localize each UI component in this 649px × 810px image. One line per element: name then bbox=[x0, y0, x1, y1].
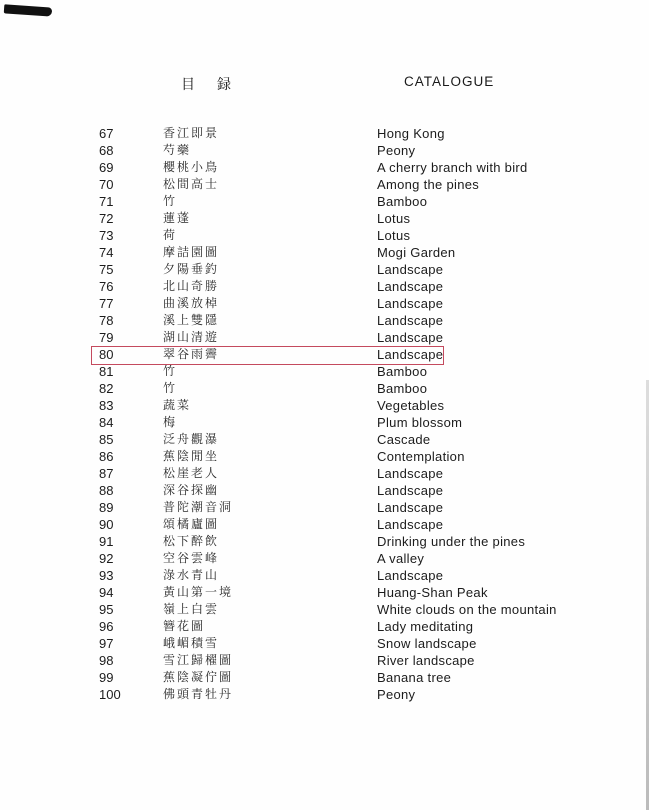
entry-english-title: Vegetables bbox=[377, 398, 445, 413]
entry-number: 94 bbox=[99, 585, 114, 600]
entry-english-title: Landscape bbox=[377, 262, 444, 277]
catalogue-entry bbox=[0, 295, 649, 312]
entry-english-title: Snow landscape bbox=[377, 636, 477, 651]
catalogue-entry bbox=[0, 261, 649, 278]
entry-chinese-title: 蔬菜 bbox=[163, 398, 192, 412]
entry-english-title: Among the pines bbox=[377, 177, 480, 192]
entry-number: 73 bbox=[99, 228, 114, 243]
catalogue-list bbox=[0, 125, 649, 703]
entry-number: 83 bbox=[99, 398, 114, 413]
entry-chinese-title: 梅 bbox=[163, 415, 178, 429]
entry-number: 70 bbox=[99, 177, 114, 192]
entry-english-title: Contemplation bbox=[377, 449, 465, 464]
entry-chinese-title: 蕉陰閒坐 bbox=[163, 449, 220, 463]
entry-number: 69 bbox=[99, 160, 114, 175]
catalogue-entry bbox=[0, 414, 649, 431]
entry-english-title: Banana tree bbox=[377, 670, 452, 685]
entry-english-title: A cherry branch with bird bbox=[377, 160, 528, 175]
catalogue-entry bbox=[0, 142, 649, 159]
catalogue-entry bbox=[0, 669, 649, 686]
entry-chinese-title: 蕉陰凝佇圖 bbox=[163, 670, 234, 684]
entry-english-title: Bamboo bbox=[377, 194, 428, 209]
entry-number: 75 bbox=[99, 262, 114, 277]
entry-chinese-title: 竹 bbox=[163, 194, 178, 208]
entry-english-title: Landscape bbox=[377, 517, 444, 532]
entry-number: 81 bbox=[99, 364, 114, 379]
entry-number: 98 bbox=[99, 653, 114, 668]
cjk-heading: 目録 bbox=[181, 77, 253, 93]
entry-chinese-title: 竹 bbox=[163, 381, 178, 395]
catalogue-entry bbox=[0, 312, 649, 329]
catalogue-entry bbox=[0, 363, 649, 380]
entry-number: 88 bbox=[99, 483, 114, 498]
entry-number: 77 bbox=[99, 296, 114, 311]
entry-chinese-title: 湖山清遊 bbox=[163, 330, 220, 344]
entry-english-title: Drinking under the pines bbox=[377, 534, 526, 549]
entry-number: 86 bbox=[99, 449, 114, 464]
entry-number: 80 bbox=[99, 347, 114, 362]
entry-chinese-title: 蓮蓬 bbox=[163, 211, 192, 225]
entry-number: 100 bbox=[99, 687, 121, 702]
catalogue-entry bbox=[0, 193, 649, 210]
catalogue-entry bbox=[0, 159, 649, 176]
entry-english-title: Peony bbox=[377, 687, 416, 702]
catalogue-entry bbox=[0, 635, 649, 652]
entry-chinese-title: 松下醉飲 bbox=[163, 534, 220, 548]
entry-english-title: Lotus bbox=[377, 228, 411, 243]
catalogue-entry bbox=[0, 397, 649, 414]
entry-number: 78 bbox=[99, 313, 114, 328]
entry-english-title: Landscape bbox=[377, 313, 444, 328]
entry-english-title: A valley bbox=[377, 551, 425, 566]
entry-chinese-title: 黃山第一境 bbox=[163, 585, 234, 599]
catalogue-entry bbox=[0, 482, 649, 499]
catalogue-entry bbox=[0, 227, 649, 244]
entry-chinese-title: 淥水青山 bbox=[163, 568, 220, 582]
entry-number: 84 bbox=[99, 415, 114, 430]
catalogue-entry bbox=[0, 431, 649, 448]
entry-number: 67 bbox=[99, 126, 114, 141]
catalogue-entry bbox=[0, 584, 649, 601]
entry-chinese-title: 峨嵋積雪 bbox=[163, 636, 220, 650]
entry-number: 82 bbox=[99, 381, 114, 396]
entry-number: 92 bbox=[99, 551, 114, 566]
entry-chinese-title: 泛舟觀瀑 bbox=[163, 432, 220, 446]
entry-number: 95 bbox=[99, 602, 114, 617]
catalogue-entry bbox=[0, 244, 649, 261]
entry-chinese-title: 翠谷雨霽 bbox=[163, 347, 220, 361]
catalogue-heading: CATALOGUE bbox=[404, 74, 495, 89]
entry-english-title: Landscape bbox=[377, 500, 444, 515]
entry-chinese-title: 櫻桃小鳥 bbox=[163, 160, 220, 174]
entry-chinese-title: 普陀潮音洞 bbox=[163, 500, 234, 514]
entry-english-title: Huang-Shan Peak bbox=[377, 585, 488, 600]
entry-number: 71 bbox=[99, 194, 114, 209]
entry-number: 76 bbox=[99, 279, 114, 294]
entry-number: 96 bbox=[99, 619, 114, 634]
entry-number: 74 bbox=[99, 245, 114, 260]
entry-english-title: River landscape bbox=[377, 653, 475, 668]
entry-english-title: Hong Kong bbox=[377, 126, 445, 141]
catalogue-entry bbox=[0, 533, 649, 550]
entry-chinese-title: 雪江歸櫂圖 bbox=[163, 653, 234, 667]
entry-chinese-title: 佛頭青牡丹 bbox=[163, 687, 234, 701]
entry-chinese-title: 嶺上白雲 bbox=[163, 602, 220, 616]
entry-english-title: Cascade bbox=[377, 432, 431, 447]
entry-chinese-title: 溪上雙隱 bbox=[163, 313, 220, 327]
entry-english-title: Mogi Garden bbox=[377, 245, 456, 260]
entry-english-title: Landscape bbox=[377, 330, 444, 345]
entry-number: 87 bbox=[99, 466, 114, 481]
entry-number: 90 bbox=[99, 517, 114, 532]
entry-chinese-title: 摩詰園圖 bbox=[163, 245, 220, 259]
catalogue-entry bbox=[0, 448, 649, 465]
entry-chinese-title: 夕陽垂釣 bbox=[163, 262, 220, 276]
entry-chinese-title: 深谷探幽 bbox=[163, 483, 220, 497]
entry-english-title: Lady meditating bbox=[377, 619, 474, 634]
entry-chinese-title: 荷 bbox=[163, 228, 178, 242]
entry-chinese-title: 香江即景 bbox=[163, 126, 220, 140]
entry-number: 99 bbox=[99, 670, 114, 685]
entry-number: 85 bbox=[99, 432, 114, 447]
entry-english-title: Landscape bbox=[377, 568, 444, 583]
scan-corner-mark bbox=[4, 4, 53, 16]
entry-english-title: Lotus bbox=[377, 211, 411, 226]
entry-chinese-title: 竹 bbox=[163, 364, 178, 378]
catalogue-entry bbox=[0, 686, 649, 703]
entry-english-title: Plum blossom bbox=[377, 415, 463, 430]
entry-number: 97 bbox=[99, 636, 114, 651]
entry-english-title: White clouds on the mountain bbox=[377, 602, 557, 617]
catalogue-entry bbox=[0, 550, 649, 567]
catalogue-entry bbox=[0, 380, 649, 397]
catalogue-entry bbox=[0, 125, 649, 142]
entry-chinese-title: 頌橘廬圖 bbox=[163, 517, 220, 531]
highlight-box bbox=[91, 346, 444, 365]
entry-chinese-title: 曲溪放棹 bbox=[163, 296, 220, 310]
catalogue-entry bbox=[0, 499, 649, 516]
entry-chinese-title: 簪花圖 bbox=[163, 619, 206, 633]
entry-number: 79 bbox=[99, 330, 114, 345]
entry-number: 72 bbox=[99, 211, 114, 226]
entry-number: 93 bbox=[99, 568, 114, 583]
entry-chinese-title: 芍藥 bbox=[163, 143, 192, 157]
catalogue-entry bbox=[0, 176, 649, 193]
catalogue-entry bbox=[0, 329, 649, 346]
catalogue-entry bbox=[0, 652, 649, 669]
catalogue-entry bbox=[0, 210, 649, 227]
entry-chinese-title: 松間高士 bbox=[163, 177, 220, 191]
entry-english-title: Landscape bbox=[377, 347, 444, 362]
catalogue-entry bbox=[0, 516, 649, 533]
entry-english-title: Landscape bbox=[377, 279, 444, 294]
entry-chinese-title: 空谷雲峰 bbox=[163, 551, 220, 565]
catalogue-entry bbox=[0, 278, 649, 295]
entry-chinese-title: 松崖老人 bbox=[163, 466, 220, 480]
entry-chinese-title: 北山奇勝 bbox=[163, 279, 220, 293]
catalogue-entry bbox=[0, 465, 649, 482]
entry-number: 89 bbox=[99, 500, 114, 515]
entry-english-title: Landscape bbox=[377, 483, 444, 498]
entry-number: 91 bbox=[99, 534, 114, 549]
entry-english-title: Landscape bbox=[377, 466, 444, 481]
catalogue-entry bbox=[0, 567, 649, 584]
entry-number: 68 bbox=[99, 143, 114, 158]
catalogue-entry bbox=[0, 618, 649, 635]
entry-english-title: Bamboo bbox=[377, 364, 428, 379]
catalogue-entry bbox=[0, 601, 649, 618]
entry-english-title: Landscape bbox=[377, 296, 444, 311]
entry-english-title: Bamboo bbox=[377, 381, 428, 396]
entry-english-title: Peony bbox=[377, 143, 416, 158]
